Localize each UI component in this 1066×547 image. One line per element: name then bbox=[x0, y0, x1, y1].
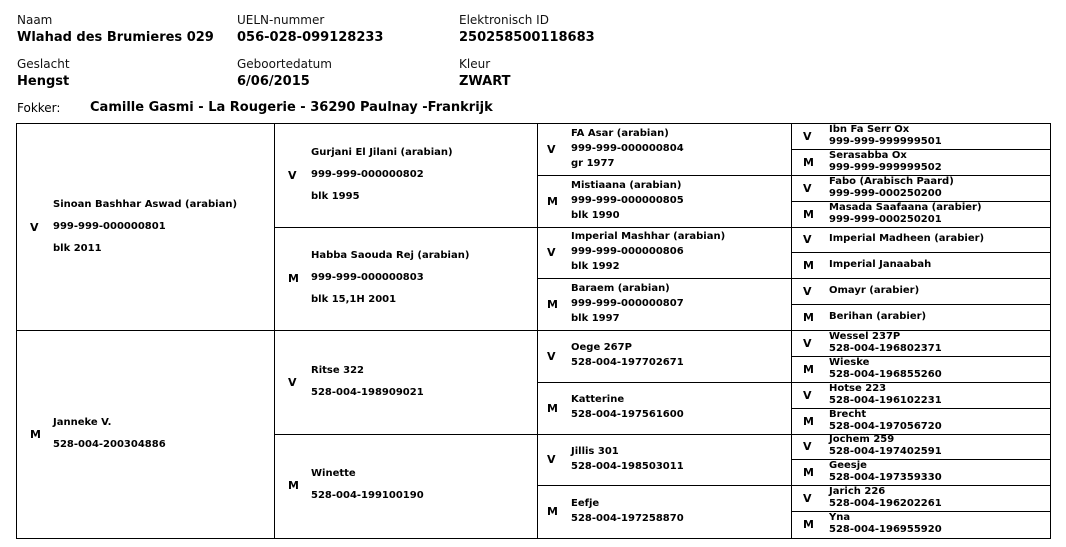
ancestor-id: 528-004-197402591 bbox=[829, 446, 942, 458]
ancestor-id: 528-004-197561600 bbox=[571, 409, 684, 421]
ancestor-name: Janneke V. bbox=[53, 416, 112, 428]
ancestor-sex: M bbox=[547, 298, 558, 312]
pedigree-cell-gen1 bbox=[17, 331, 275, 538]
ancestor-id: 999-999-000250201 bbox=[829, 213, 942, 225]
ancestor-id: 528-004-196955920 bbox=[829, 524, 942, 536]
ancestor-info: blk 2011 bbox=[53, 242, 102, 254]
ancestor-name: Imperial Madheen (arabier) bbox=[829, 233, 985, 245]
pedigree-cell-gen2 bbox=[275, 331, 538, 435]
pedigree-cell-gen3 bbox=[538, 331, 792, 383]
pedigree-table bbox=[16, 123, 1051, 539]
ancestor-sex: M bbox=[803, 311, 814, 325]
name-value: Wlahad des Brumieres 029 bbox=[17, 30, 214, 45]
ancestor-info: blk 1990 bbox=[571, 209, 620, 221]
ancestor-sex: M bbox=[803, 414, 814, 428]
ancestor-id: 528-004-200304886 bbox=[53, 438, 166, 450]
ancestor-sex: V bbox=[30, 220, 39, 234]
ancestor-sex: M bbox=[547, 194, 558, 208]
field-dob bbox=[237, 57, 332, 89]
ancestor-sex: V bbox=[803, 233, 812, 247]
ancestor-id: 528-004-197056720 bbox=[829, 420, 942, 432]
ancestor-name: Berihan (arabier) bbox=[829, 311, 927, 323]
ancestor-id: 528-004-197258870 bbox=[571, 512, 684, 524]
ancestor-id: 528-004-196202261 bbox=[829, 498, 942, 510]
pedigree-cell-gen4 bbox=[792, 331, 1050, 357]
pedigree-cell-gen4 bbox=[792, 305, 1050, 331]
ancestor-id: 528-004-197702671 bbox=[571, 357, 684, 369]
sex-value: Hengst bbox=[17, 74, 70, 89]
pedigree-cell-gen2 bbox=[275, 124, 538, 228]
ancestor-sex: M bbox=[803, 207, 814, 221]
ancestor-name: Baraem (arabian) bbox=[571, 283, 670, 295]
ancestor-name: Yna bbox=[829, 512, 851, 524]
ancestor-name: Wessel 237P bbox=[829, 330, 901, 342]
ancestor-info: blk 1992 bbox=[571, 261, 620, 273]
ancestor-info: gr 1977 bbox=[571, 157, 615, 169]
pedigree-cell-gen4 bbox=[792, 253, 1050, 279]
pedigree-cell-gen4 bbox=[792, 150, 1050, 176]
ancestor-sex: V bbox=[803, 336, 812, 350]
ancestor-name: Ibn Fa Serr Ox bbox=[829, 123, 910, 135]
pedigree-cell-gen4 bbox=[792, 512, 1050, 538]
pedigree-cell-gen3 bbox=[538, 486, 792, 538]
ancestor-info: blk 1997 bbox=[571, 313, 620, 325]
ancestor-id: 999-999-000000801 bbox=[53, 220, 166, 232]
ancestor-sex: M bbox=[803, 518, 814, 532]
ancestor-sex: V bbox=[803, 129, 812, 143]
ancestor-sex: M bbox=[803, 466, 814, 480]
ancestor-sex: M bbox=[803, 259, 814, 273]
ancestor-sex: V bbox=[803, 181, 812, 195]
pedigree-cell-gen4 bbox=[792, 460, 1050, 486]
ancestor-sex: M bbox=[30, 427, 41, 441]
ancestor-id: 999-999-000000802 bbox=[311, 168, 424, 180]
ancestor-name: Fabo (Arabisch Paard) bbox=[829, 175, 954, 187]
ancestor-sex: V bbox=[288, 168, 297, 182]
field-sex bbox=[17, 57, 70, 89]
ancestor-id: 999-999-000000806 bbox=[571, 246, 684, 258]
pedigree-cell-gen3 bbox=[538, 124, 792, 176]
ancestor-id: 528-004-196102231 bbox=[829, 394, 942, 406]
pedigree-cell-gen4 bbox=[792, 228, 1050, 254]
ancestor-id: 528-004-196855260 bbox=[829, 368, 942, 380]
ancestor-sex: M bbox=[547, 505, 558, 519]
ancestor-info: blk 1995 bbox=[311, 190, 360, 202]
field-color bbox=[459, 57, 511, 89]
ancestor-name: Oege 267P bbox=[571, 342, 632, 354]
ancestor-name: Hotse 223 bbox=[829, 382, 887, 394]
ancestor-info: blk 15,1H 2001 bbox=[311, 294, 397, 306]
pedigree-cell-gen4 bbox=[792, 383, 1050, 409]
ancestor-name: Mistiaana (arabian) bbox=[571, 179, 682, 191]
ancestor-name: Wieske bbox=[829, 356, 870, 368]
pedigree-cell-gen3 bbox=[538, 176, 792, 228]
sex-label: Geslacht bbox=[17, 57, 70, 71]
pedigree-cell-gen4 bbox=[792, 279, 1050, 305]
field-chip bbox=[459, 13, 595, 45]
ancestor-sex: V bbox=[547, 453, 556, 467]
color-value: ZWART bbox=[459, 74, 511, 89]
ancestor-id: 999-999-000250200 bbox=[829, 187, 942, 199]
ancestor-name: Imperial Mashhar (arabian) bbox=[571, 231, 726, 243]
pedigree-cell-gen4 bbox=[792, 202, 1050, 228]
ancestor-id: 528-004-198909021 bbox=[311, 386, 424, 398]
ancestor-id: 999-999-000000803 bbox=[311, 272, 424, 284]
chip-value: 250258500118683 bbox=[459, 30, 595, 45]
pedigree-cell-gen4 bbox=[792, 357, 1050, 383]
pedigree-cell-gen3 bbox=[538, 383, 792, 435]
ancestor-sex: M bbox=[288, 479, 299, 493]
ancestor-sex: V bbox=[547, 349, 556, 363]
ancestor-name: Omayr (arabier) bbox=[829, 285, 920, 297]
ancestor-sex: V bbox=[288, 375, 297, 389]
ancestor-name: Geesje bbox=[829, 460, 867, 472]
breeder-label: Fokker: bbox=[17, 101, 61, 115]
ancestor-id: 999-999-000000804 bbox=[571, 142, 684, 154]
ancestor-id: 999-999-000000805 bbox=[571, 194, 684, 206]
ancestor-name: Eefje bbox=[571, 497, 600, 509]
pedigree-cell-gen3 bbox=[538, 228, 792, 280]
pedigree-cell-gen4 bbox=[792, 435, 1050, 461]
ancestor-name: Sinoan Bashhar Aswad (arabian) bbox=[53, 198, 238, 210]
ancestor-name: Habba Saouda Rej (arabian) bbox=[311, 250, 470, 262]
ancestor-sex: V bbox=[803, 492, 812, 506]
pedigree-cell-gen4 bbox=[792, 176, 1050, 202]
pedigree-cell-gen4 bbox=[792, 486, 1050, 512]
breeder-value: Camille Gasmi - La Rougerie - 36290 Paulnay -Frankrijk bbox=[90, 100, 493, 115]
field-breeder bbox=[17, 100, 493, 115]
dob-label: Geboortedatum bbox=[237, 57, 332, 71]
ancestor-name: Serasabba Ox bbox=[829, 149, 907, 161]
ancestor-id: 528-004-197359330 bbox=[829, 472, 942, 484]
ancestor-sex: M bbox=[803, 155, 814, 169]
dob-value: 6/06/2015 bbox=[237, 74, 310, 89]
ancestor-name: Imperial Janaabah bbox=[829, 259, 932, 271]
ancestor-sex: V bbox=[803, 440, 812, 454]
ancestor-sex: V bbox=[803, 388, 812, 402]
ancestor-name: Ritse 322 bbox=[311, 364, 364, 376]
ancestor-id: 528-004-198503011 bbox=[571, 460, 684, 472]
ancestor-name: Winette bbox=[311, 468, 356, 480]
chip-label: Elektronisch ID bbox=[459, 13, 549, 27]
pedigree-cell-gen4 bbox=[792, 124, 1050, 150]
ancestor-id: 999-999-000000807 bbox=[571, 298, 684, 310]
ancestor-name: Jillis 301 bbox=[571, 445, 619, 457]
ancestor-name: FA Asar (arabian) bbox=[571, 127, 669, 139]
ancestor-sex: V bbox=[547, 142, 556, 156]
pedigree-cell-gen3 bbox=[538, 279, 792, 331]
pedigree-cell-gen4 bbox=[792, 409, 1050, 435]
pedigree-cell-gen2 bbox=[275, 228, 538, 332]
ancestor-id: 528-004-196802371 bbox=[829, 342, 942, 354]
pedigree-cell-gen2 bbox=[275, 435, 538, 539]
ueln-value: 056-028-099128233 bbox=[237, 30, 384, 45]
ancestor-name: Jarich 226 bbox=[829, 486, 886, 498]
ancestor-name: Jochem 259 bbox=[829, 434, 895, 446]
ancestor-name: Katterine bbox=[571, 394, 625, 406]
ancestor-name: Masada Saafaana (arabier) bbox=[829, 201, 982, 213]
pedigree-cell-gen3 bbox=[538, 435, 792, 487]
pedigree-cell-gen1 bbox=[17, 124, 275, 331]
ancestor-id: 999-999-999999502 bbox=[829, 161, 942, 173]
ancestor-sex: M bbox=[288, 272, 299, 286]
field-ueln bbox=[237, 13, 383, 45]
ancestor-sex: V bbox=[803, 285, 812, 299]
ancestor-name: Brecht bbox=[829, 408, 867, 420]
ancestor-name: Gurjani El Jilani (arabian) bbox=[311, 146, 453, 158]
name-label: Naam bbox=[17, 13, 53, 27]
ancestor-sex: M bbox=[803, 362, 814, 376]
field-name bbox=[17, 13, 214, 45]
ancestor-sex: V bbox=[547, 246, 556, 260]
ancestor-id: 999-999-999999501 bbox=[829, 135, 942, 147]
ancestor-id: 528-004-199100190 bbox=[311, 490, 424, 502]
ueln-label: UELN-nummer bbox=[237, 13, 325, 27]
ancestor-sex: M bbox=[547, 401, 558, 415]
color-label: Kleur bbox=[459, 57, 491, 71]
